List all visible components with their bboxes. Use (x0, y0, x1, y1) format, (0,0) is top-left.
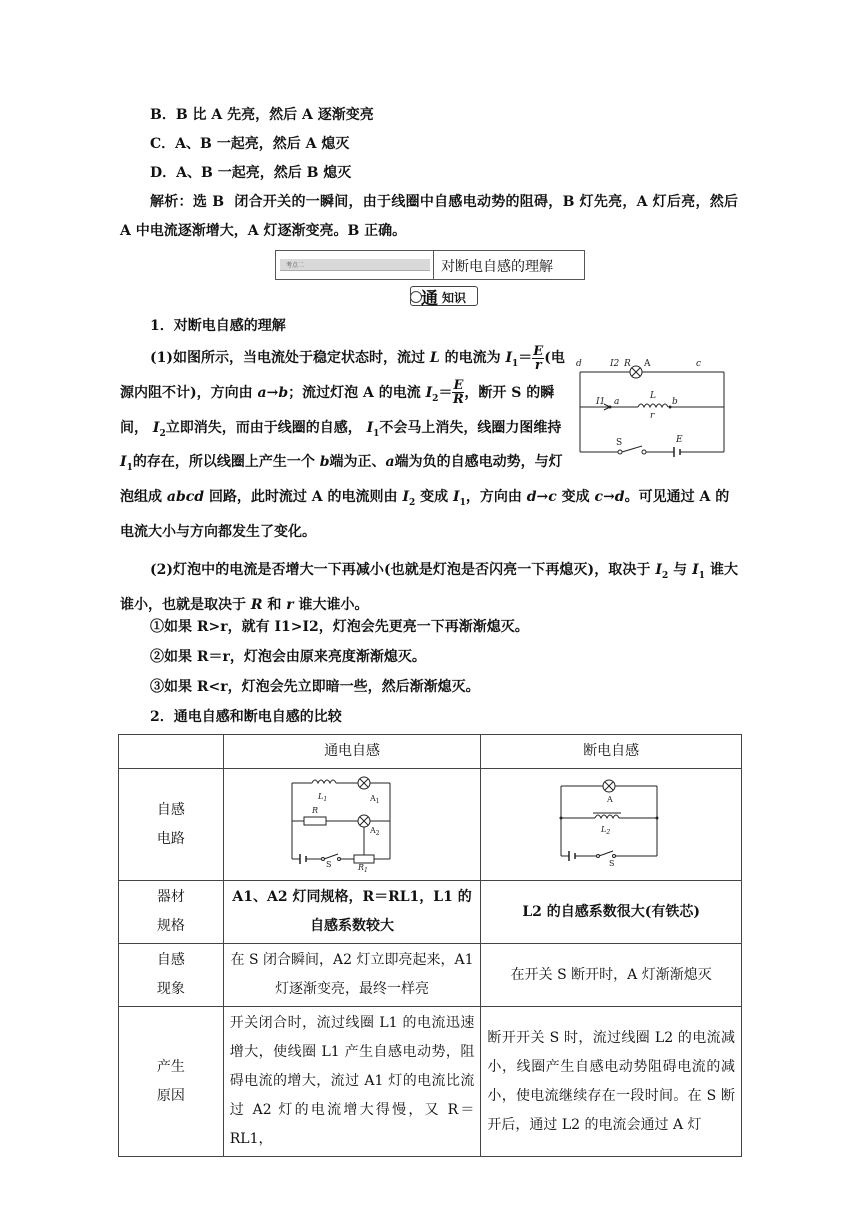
analysis-answer: 选 B (192, 194, 225, 210)
label-d: d (576, 359, 582, 369)
heading-1: 1．对断电自感的理解 (150, 318, 286, 334)
table-row (119, 769, 742, 881)
label-a1: $A_1$ (370, 794, 380, 805)
fraction-e-over-cap-r: $\frac{E}{R}$ (452, 378, 464, 408)
table-row (119, 944, 742, 1007)
row-label-specs: 器材 规格 (119, 881, 224, 944)
badge-text: 知识 (442, 291, 467, 305)
option-c: C．A、B 一起亮，然后 A 熄灭 (150, 136, 350, 152)
section-tag: 考点二 (280, 259, 430, 271)
off-circuit-cell (481, 769, 742, 881)
label-r1: $R_1$ (358, 863, 368, 874)
circuit-figure (574, 352, 734, 464)
row-label-circuit: 自感 电路 (119, 769, 224, 881)
on-cause: 开关闭合时，流过线圈 L1 的电流迅速增大，使线圈 L1 产生自感电动势，阻碍电流的增大，流过 A1 灯的电流比流过 A2 灯的电流增大得慢，又 R＝RL1， (223, 1007, 481, 1157)
knowledge-badge (410, 286, 478, 309)
table-row (119, 881, 742, 944)
label-s: S (616, 438, 623, 448)
label-l: L (650, 391, 656, 401)
option-b: B．B 比 A 先亮，然后 A 逐渐变亮 (150, 107, 374, 123)
label-r: r (650, 411, 655, 421)
analysis-text: 闭合开关的一瞬间，由于线圈中自感电动势的阻碍，B 灯先亮，A 灯后亮，然后 A 中电流逐渐增大，A 灯逐渐变亮。B 正确。 (120, 194, 738, 239)
badge-char: 通 (421, 289, 438, 309)
section-title: 对断电自感的理解 (441, 259, 553, 275)
on-specs: A1、A2 灯同规格，R＝RL1，L1 的自感系数较大 (223, 881, 481, 944)
table-header-row (119, 735, 742, 769)
section-divider (433, 251, 434, 279)
label-l2: $L_2$ (601, 825, 611, 836)
label-c: c (696, 359, 702, 369)
analysis (120, 188, 738, 246)
on-phenomenon: 在 S 闭合瞬间，A2 灯立即亮起来，A1 灯逐渐变亮，最终一样亮 (223, 944, 481, 1007)
header-empty (119, 735, 224, 769)
case-1: ①如果 R>r，就有 I1>I2，灯泡会先更亮一下再渐渐熄灭。 (150, 619, 529, 635)
label-s-on: S (326, 860, 332, 869)
paragraph-2: (2)灯泡中的电流是否增大一下再减小(也就是灯泡是否闪亮一下再熄灭)，取决于 $I_2$ 与 $I_1$ 谁大谁小，也就是取决于 R 和 r 谁大谁小。 (120, 562, 738, 613)
row-label-cause: 产生 原因 (119, 1007, 224, 1157)
label-e: E (676, 435, 683, 445)
option-d: D．A、B 一起亮，然后 B 熄灭 (150, 165, 352, 181)
off-phenomenon: 在开关 S 断开时，A 灯渐渐熄灭 (481, 944, 742, 1007)
analysis-label: 解析： (150, 194, 193, 210)
label-s-off: S (609, 859, 615, 868)
comparison-table (118, 734, 742, 1157)
label-i1: I1 (596, 397, 606, 407)
case-2: ②如果 R＝r，灯泡会由原来亮度渐渐熄灭。 (150, 649, 426, 665)
on-circuit-diagram (282, 771, 422, 874)
label-r-small: R (312, 806, 319, 815)
row-label-phenomenon: 自感 现象 (119, 944, 224, 1007)
off-circuit-diagram (551, 774, 671, 868)
fraction-e-over-r: $\frac{E}{r}$ (533, 343, 544, 373)
label-a-off: A (607, 795, 613, 804)
header-on: 通电自感 (223, 735, 481, 769)
header-off: 断电自感 (481, 735, 742, 769)
paragraph-1: (1)如图所示，当电流处于稳定状态时，流过 L 的电流为 $I_1=$ $\frac{E}{r}$ (电源内阻不计)，方向由 a→b；流过灯泡 A 的电流 $I_2=$ $\frac{E}{R}$ ，断开 S 的瞬间， $I_2$立即消失，而由于线圈的自感， $I_1$不会马上消失，线圈力图维持 $I_1$的存在，所以线圈上产生一个 b端为正、a端为负的自感电动势，与灯泡组成 abcd 回路，此时流过 A 的电流则由 $I_2$ 变成 $I_1$，方向由 d→c 变成 c→d。可见通过 A 的电流大小与方向都发生了变化。 (120, 344, 738, 547)
label-a2: $A_2$ (370, 826, 380, 837)
case-3: ③如果 R<r，灯泡会先立即暗一些，然后渐渐熄灭。 (150, 679, 480, 695)
label-l1: $L_1$ (318, 792, 328, 803)
label-a-lamp: A (644, 359, 651, 369)
label-r-cap: R (624, 359, 631, 369)
label-b: b (672, 397, 678, 407)
on-circuit-cell (223, 769, 481, 881)
heading-2: 2．通电自感和断电自感的比较 (150, 709, 342, 725)
off-cause: 断开开关 S 时，流过线圈 L2 的电流减小，线圈产生自感电动势阻碍电流的减小，使电流继续存在一段时间。在 S 断开后，通过 L2 的电流会通过 A 灯 (481, 1007, 742, 1157)
table-row (119, 1007, 742, 1157)
section-header (275, 250, 585, 280)
off-specs: L2 的自感系数很大(有铁芯) (481, 881, 742, 944)
label-i2: I2 (610, 359, 620, 369)
label-a: a (614, 397, 620, 407)
